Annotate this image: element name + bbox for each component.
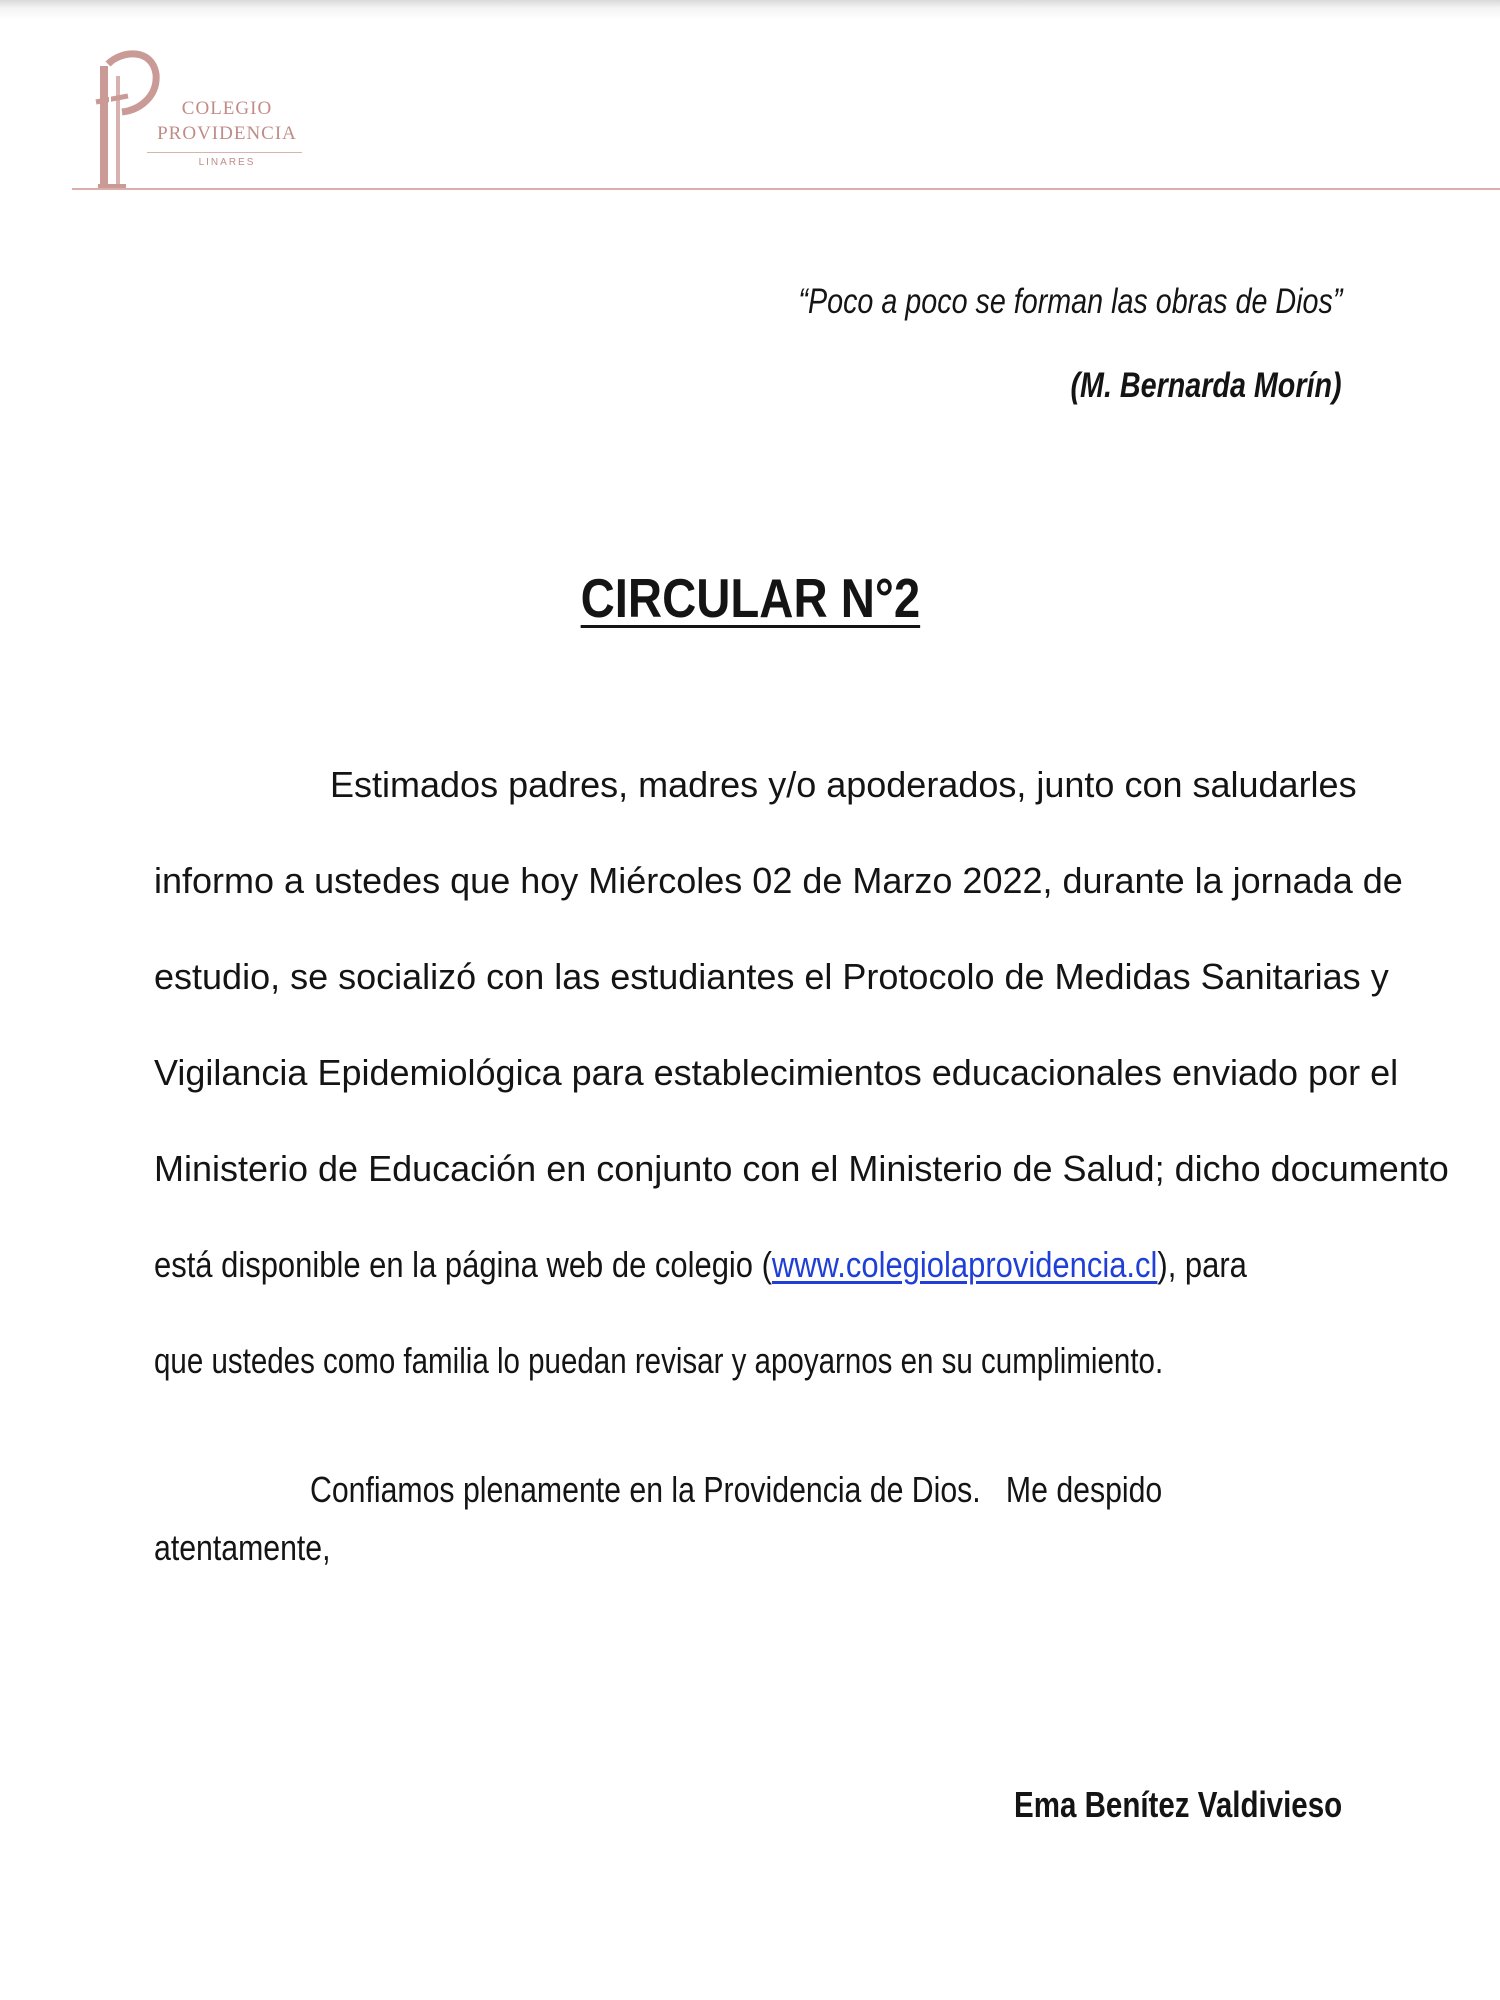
logo-line-providencia: PROVIDENCIA — [157, 123, 297, 144]
paragraph-1-line-2 — [154, 860, 1403, 901]
paragraph-1-line-6 — [154, 1245, 1340, 1285]
body-text: que ustedes como familia lo puedan revisar y apoyarnos en su cumplimiento. — [154, 1340, 1164, 1381]
school-website-link[interactable]: www.colegiolaprovidencia.cl — [771, 1244, 1158, 1285]
signature-name: Ema Benítez Valdivieso — [1013, 1784, 1342, 1825]
paragraph-1-line-1 — [330, 764, 1357, 805]
body-text: está disponible en la página web de colegio ( — [154, 1244, 772, 1285]
logo-divider — [147, 152, 302, 153]
body-text: Confiamos plenamente en la Providencia de Dios. Me despido — [310, 1469, 1163, 1510]
body-text: Ministerio de Educación en conjunto con el Ministerio de Salud; dicho documento — [154, 1148, 1449, 1189]
line-6-text — [154, 1245, 1247, 1285]
body-text: Vigilancia Epidemiológica para establecimientos educacionales enviado por el — [154, 1052, 1399, 1093]
paragraph-1-line-4 — [154, 1052, 1399, 1093]
body-text: atentamente, — [154, 1527, 331, 1568]
circular-title: CIRCULAR N°2 — [580, 567, 920, 629]
body-text: estudio, se socializó con las estudiantes el Protocolo de Medidas Sanitarias y — [154, 956, 1389, 997]
logo-line-colegio: COLEGIO — [181, 98, 273, 119]
body-text: ), para — [1157, 1244, 1247, 1285]
body-text: informo a ustedes que hoy Miércoles 02 de Marzo 2022, durante la jornada de — [154, 860, 1403, 901]
paragraph-2-line-1 — [310, 1470, 1240, 1510]
epigraph-author: (M. Bernarda Morín) — [1070, 366, 1342, 405]
school-logo-text — [152, 96, 302, 169]
top-shadow — [0, 0, 1500, 20]
circular-title-wrap — [0, 566, 1500, 630]
paragraph-1-line-7 — [154, 1341, 1340, 1381]
paragraph-1-line-5 — [154, 1148, 1449, 1189]
logo-line-linares: LINARES — [198, 157, 256, 168]
paragraph-1-line-3 — [154, 956, 1389, 997]
body-text: Estimados padres, madres y/o apoderados, junto con saludarles — [330, 764, 1357, 805]
epigraph-quote: “Poco a poco se forman las obras de Dios” — [798, 282, 1342, 321]
header-divider — [72, 188, 1500, 190]
letterhead — [72, 40, 1500, 192]
paragraph-2-line-2 — [154, 1528, 1340, 1568]
